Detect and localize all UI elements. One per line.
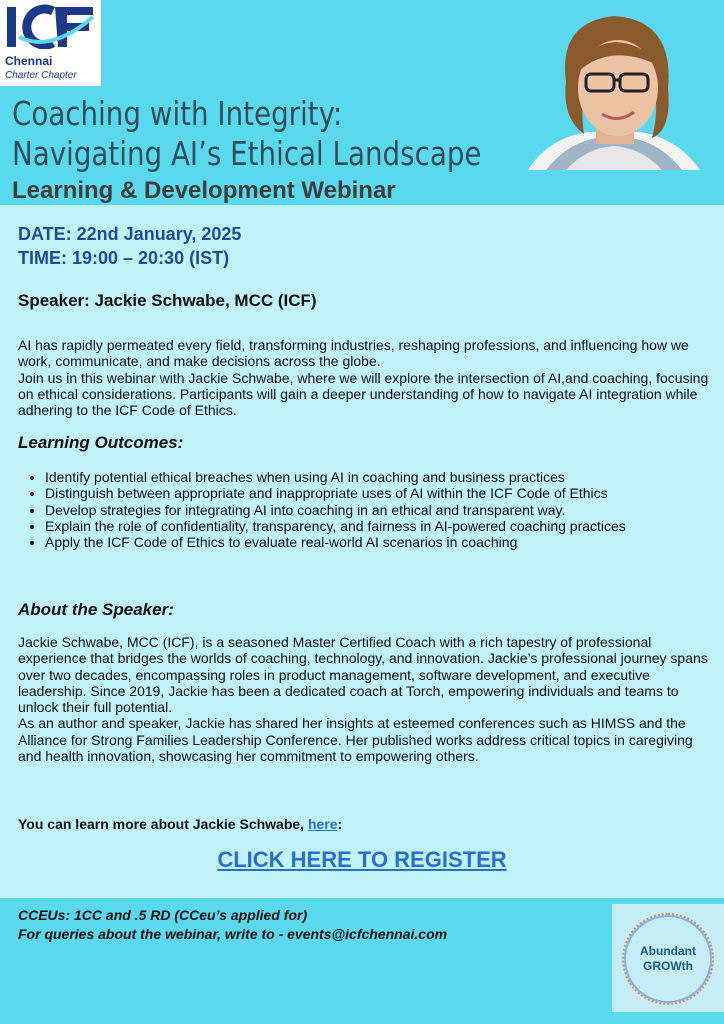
about-speaker-heading: About the Speaker: xyxy=(18,600,174,619)
icf-logo-mark xyxy=(5,3,97,49)
event-datetime xyxy=(18,222,241,270)
queries-info: For queries about the webinar, write to - events@icfchennai.com xyxy=(18,926,448,942)
event-date: DATE: 22nd January, 2025 xyxy=(18,224,242,244)
learn-more-link[interactable]: here xyxy=(307,816,338,832)
title-line-1: Coaching with Integrity: xyxy=(12,94,343,133)
logo-city: Chennai xyxy=(5,54,53,68)
list-item: • Distinguish between appropriate and inappropriate uses of AI within the ICF Code of Ethics xyxy=(45,485,685,501)
speaker-photo xyxy=(528,10,700,170)
list-item: • Develop strategies for integrating AI into coaching in an ethical and transparent way. xyxy=(45,502,685,518)
growth-logo-text xyxy=(612,944,724,974)
intro-paragraph-1: AI has rapidly permeated every field, transforming industries, reshaping professions, and influencing how we work, communicate, and make decisions across the globe. xyxy=(18,337,689,370)
ceu-info: CCEUs: 1CC and .5 RD (CCeu’s applied for) xyxy=(18,907,308,923)
learn-more-line xyxy=(18,816,342,832)
learn-more-text: You can learn more about Jackie Schwabe, xyxy=(18,816,308,832)
learning-outcomes-heading: Learning Outcomes: xyxy=(18,433,184,452)
bio-paragraph-2: As an author and speaker, Jackie has shared her insights at esteemed conferences such as HIMSS and the Alliance for Strong Families Leadership Conference. Her published works address critical topics in caregiving and health innovation, showcasing her commitment to empowering others. xyxy=(18,715,693,765)
page-title xyxy=(12,94,481,174)
subtitle: Learning & Development Webinar xyxy=(12,177,396,204)
intro-paragraph-2: Join us in this webinar with Jackie Schwabe, where we will explore the intersection of AI,and coaching, focusing on ethical considerations. Participants will gain a deeper understanding of how to navigate AI integration while adhering to the ICF Code of Ethics. xyxy=(18,369,709,419)
speaker-heading: Speaker: Jackie Schwabe, MCC (ICF) xyxy=(18,291,317,310)
event-time: TIME: 19:00 – 20:30 (IST) xyxy=(18,248,230,268)
title-line-2: Navigating AI’s Ethical Landscape xyxy=(12,134,482,173)
list-item: • Explain the role of confidentiality, transparency, and fairness in AI-powered coaching practices xyxy=(45,518,685,534)
footer-info xyxy=(18,906,447,944)
speaker-bio xyxy=(18,634,718,764)
growth-line-2: GROWth xyxy=(643,959,693,973)
register-link[interactable]: CLICK HERE TO REGISTER xyxy=(217,847,507,872)
list-item: • Apply the ICF Code of Ethics to evaluate real-world AI scenarios in coaching xyxy=(45,534,685,550)
bio-paragraph-1: Jackie Schwabe, MCC (ICF), is a seasoned Master Certified Coach with a rich tapestry of professional experience that bridges the worlds of coaching, technology, and innovation. Jackie’s professional journey spans over two decades, encompassing roles in product management, software development, and executive leadership. Since 2019, Jackie has been a dedicated coach at Torch, empowering individuals and teams to unlock their full potential. xyxy=(18,634,708,716)
register-row xyxy=(0,847,724,873)
icf-logo xyxy=(0,0,101,86)
list-item: • Identify potential ethical breaches when using AI in coaching and business practices xyxy=(45,469,685,485)
growth-line-1: Abundant xyxy=(640,944,696,958)
intro-text xyxy=(18,337,718,418)
logo-chapter: Charter Chapter xyxy=(5,70,77,81)
learn-more-suffix: : xyxy=(337,816,343,832)
learning-outcomes-list xyxy=(18,469,685,550)
